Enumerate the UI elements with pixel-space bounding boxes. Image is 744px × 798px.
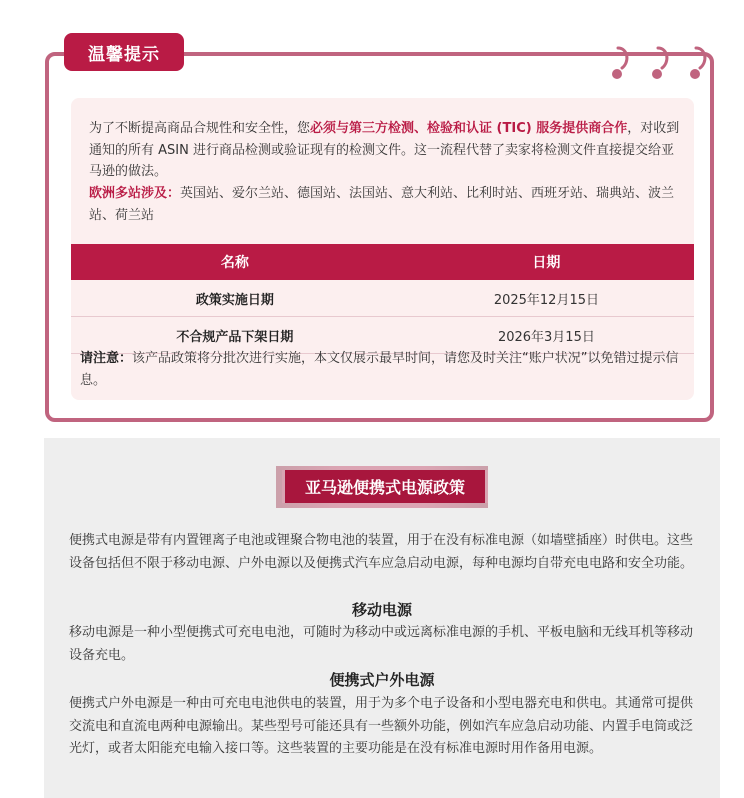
policy-dates-table — [71, 244, 694, 354]
mobile-power-text: 移动电源是一种小型便携式可充电电池，可随时为移动中或远离标准电源的手机、平板电脑和无线耳机等移动设备充电。 — [69, 625, 694, 663]
notice-remark — [80, 348, 690, 391]
table-cell-name: 政策实施日期 — [71, 280, 399, 317]
policy-section — [44, 438, 720, 798]
intro-text-rest: ，对收到通知的所有 ASIN 进行商品检测或验证现有的检测文件。这一流程代替了卖家将检测文件直接提交给亚马逊的做法。 — [89, 121, 680, 179]
outdoor-power-text: 便携式户外电源是一种由可充电电池供电的装置，用于为多个电子设备和小型电器充电和供电。其通常可提供交流电和直流电两种电源输出。某些型号可能还具有一些额外功能，例如汽车应急启动功能、内置手电筒或泛光灯，或者太阳能充电输入接口等。这些装置的主要功能是在没有标准电源时用作备用电源。 — [69, 696, 694, 756]
table-cell-date: 2025年12月15日 — [399, 280, 694, 317]
policy-title-banner — [272, 466, 492, 506]
notice-intro — [89, 118, 684, 183]
ring-icon — [618, 48, 627, 68]
notice-sites — [89, 183, 684, 226]
notice-tag-label: 温馨提示 — [88, 44, 160, 65]
table-header-name: 名称 — [71, 244, 399, 280]
ring-icon — [658, 48, 667, 68]
outdoor-power-heading: 便携式户外电源 — [329, 671, 435, 689]
intro-highlight: 必须与第三方检测、检验和认证 (TIC) 服务提供商合作 — [310, 121, 628, 136]
table-header-row — [71, 244, 694, 280]
ring-icon — [696, 48, 705, 68]
ring-hole-icon — [690, 69, 700, 79]
table-cell-name: 不合规产品下架日期 — [71, 317, 399, 354]
ring-hole-icon — [652, 69, 662, 79]
ring-hole-icon — [612, 69, 622, 79]
sites-list: 英国站、爱尔兰站、德国站、法国站、意大利站、比利时站、西班牙站、瑞典站、波兰站、荷兰站 — [89, 186, 675, 223]
policy-intro: 便携式电源是带有内置锂离子电池或锂聚合物电池的装置，用于在没有标准电源（如墙壁插座）时供电。这些设备包括但不限于移动电源、户外电源以及便携式汽车应急启动电源，每种电源均自带充电电路和安全功能。 — [69, 533, 694, 571]
notice-tag — [64, 33, 184, 71]
policy-title: 亚马逊便携式电源政策 — [282, 470, 488, 503]
sites-label: 欧洲多站涉及： — [89, 186, 181, 201]
remark-text: 该产品政策将分批次进行实施，本文仅展示最早时间，请您及时关注“账户状况”以免错过提示信息。 — [80, 351, 679, 388]
intro-text: 为了不断提高商品合规性和安全性，您 — [89, 121, 311, 136]
table-header-date: 日期 — [399, 244, 694, 280]
table-row — [71, 280, 694, 317]
remark-label: 请注意： — [80, 351, 133, 366]
binder-rings-decoration — [606, 44, 716, 84]
mobile-power-heading: 移动电源 — [351, 601, 412, 619]
table-cell-date: 2026年3月15日 — [399, 317, 694, 354]
